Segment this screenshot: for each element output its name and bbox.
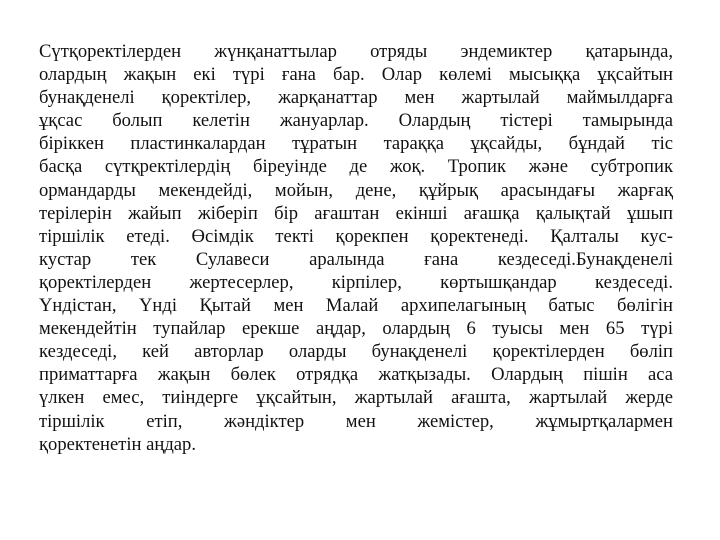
- text-line: қоректенетін аңдар.: [39, 433, 197, 455]
- text-line: қоректілерден жертесерлер, кірпілер, көртышқандар кездеседі.: [39, 271, 673, 293]
- text-line: терілерін жайып жіберіп бір ағаштан екінші ағашқа қалықтай ұшып: [39, 202, 673, 224]
- text-line: олардың жақын екі түрі ғана бар. Олар көлемі мысыққа ұқсайтын: [39, 64, 673, 86]
- text-line: біріккен пластинкалардан тұратын тараққа ұқсайды, бұндай тіс: [39, 133, 673, 155]
- text-line: приматтарға жақын бөлек отрядқа жатқызады. Олардың пішін аса: [39, 364, 673, 386]
- text-line: кездеседі, кей авторлар оларды бунақденелі қоректілерден бөліп: [39, 341, 673, 363]
- text-line: ормандарды мекендейді, мойын, дене, құйрық арасындағы жарғақ: [39, 179, 673, 201]
- body-text: [39, 40, 673, 456]
- text-line: басқа сүтқректілердің біреуінде де жоқ. Тропик және субтропик: [39, 156, 673, 178]
- text-line: үлкен емес, тиіндерге ұқсайтын, жартылай ағашта, жартылай жерде: [39, 387, 673, 409]
- text-line: кустар тек Сулавеси аралында ғана кездеседі.Бунақденелі: [39, 248, 673, 270]
- text-line: тіршілік етіп, жәндіктер мен жемістер, жұмыртқалармен: [39, 410, 673, 432]
- text-line: Сүтқоректілерден жүнқанаттылар отряды эндемиктер қатарында,: [39, 41, 673, 62]
- text-line: тіршілік етеді. Өсімдік текті қорекпен қоректенеді. Қалталы кус-: [39, 225, 673, 247]
- text-line: бунақденелі қоректілер, жарқанаттар мен жартылай маймылдарға: [39, 87, 673, 109]
- text-line: мекендейтін тупайлар ерекше аңдар, олардың 6 туысы мен 65 түрі: [39, 318, 673, 340]
- text-line: ұқсас болып келетін жануарлар. Олардың тістері тамырында: [39, 110, 673, 132]
- text-line: Үндістан, Үнді Қытай мен Малай архипелагының батыс бөлігін: [39, 295, 673, 317]
